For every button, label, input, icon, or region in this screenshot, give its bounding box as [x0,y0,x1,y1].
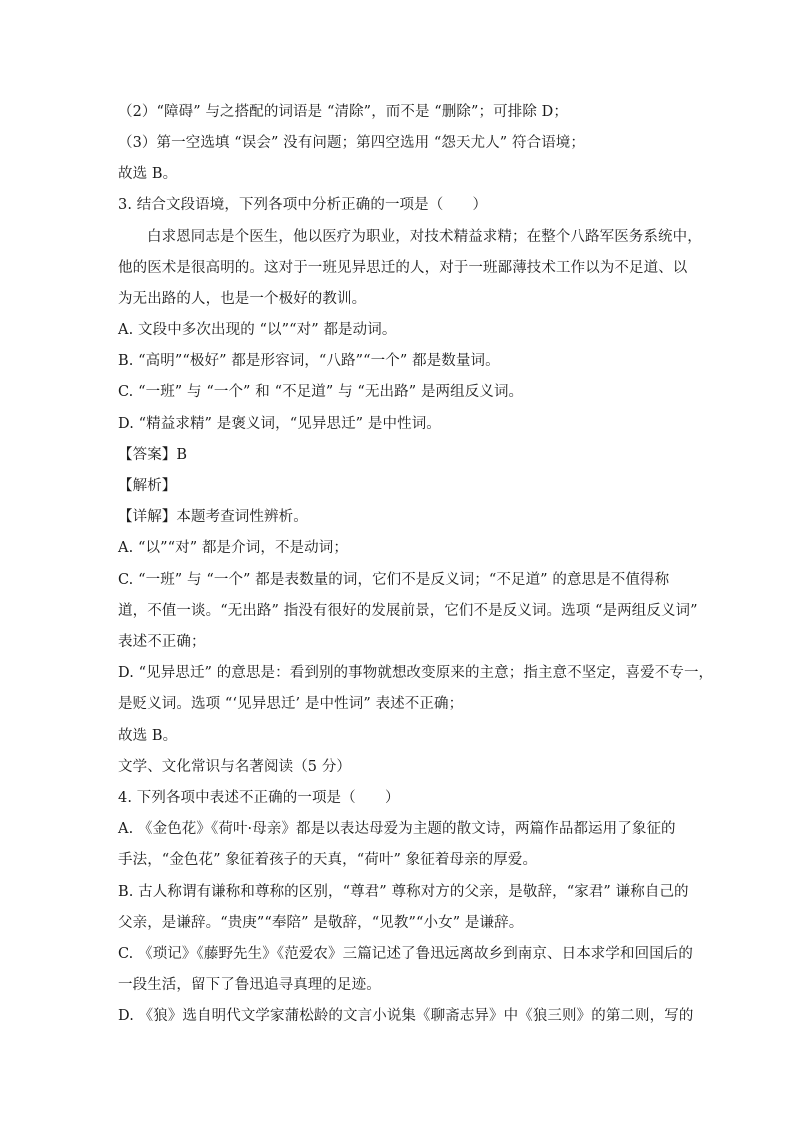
explanation-line: （3）第一空选填 “误会” 没有问题；第四空选用 “怨天尤人” 符合语境； [118,135,586,151]
explanation-line: D. “见异思迁” 的意思是：看到别的事物就想改变原来的主意；指主意不坚定，喜爱不专一， [118,665,714,681]
option-d: D. “精益求精” 是褒义词，“见异思迁” 是中性词。 [118,416,441,432]
explanation-line: 是贬义词。选项 “‘见异思迁’ 是中性词” 表述不正确； [118,696,464,712]
option-a: A. 《金色花》《荷叶·母亲》都是以表达母爱为主题的散文诗，两篇作品都运用了象征的 [118,821,676,837]
question-stem: 4. 下列各项中表述不正确的一项是（ ） [118,790,400,806]
analysis-label: 【解析】 [118,478,177,494]
passage-line: 白求恩同志是个医生，他以医疗为职业，对技术精益求精；在整个八路军医务系统中， [147,229,702,245]
answer-label: 【答案】B [118,447,188,463]
passage-line: 他的医术是很高明的。这对于一班见异思迁的人，对于一班鄙薄技术工作以为不足道、以 [118,260,688,276]
option-c: C. 《琐记》《藤野先生》《范爱农》三篇记述了鲁迅远离故乡到南京、日本求学和回国后的 [118,946,693,962]
option-a: A. 文段中多次出现的 “以”“对” 都是动词。 [118,322,397,338]
explanation-line: 表述不正确； [118,634,206,650]
question-stem: 3. 结合文段语境，下列各项中分析正确的一项是（ ） [118,197,488,213]
section-heading: 文学、文化常识与名著阅读（5 分） [118,759,352,775]
explanation-line: 道，不值一谈。“无出路” 指没有很好的发展前景，它们不是反义词。选项 “是两组反义词” [118,603,698,619]
option-c-continued: 一段生活，留下了鲁迅追寻真理的足迹。 [118,977,381,993]
explanation-line: A. “以”“对” 都是介词，不是动词； [118,540,348,556]
option-a-continued: 手法，“金色花” 象征着孩子的天真，“荷叶” 象征着母亲的厚爱。 [118,852,538,868]
option-b: B. 古人称谓有谦称和尊称的区别，“尊君” 尊称对方的父亲，是敬辞，“家君” 谦称自己的 [118,884,689,900]
detail-label: 【详解】本题考查词性辨析。 [118,509,308,525]
explanation-line: （2）“障碍” 与之搭配的词语是 “清除”，而不是 “删除”；可排除 D； [118,104,568,120]
option-b-continued: 父亲，是谦辞。“贵庚”“奉陪” 是敬辞，“见教”“小女” 是谦辞。 [118,915,524,931]
passage-line: 为无出路的人，也是一个极好的教训。 [118,291,367,307]
option-d: D. 《狼》选自明代文学家蒲松龄的文言小说集《聊斋志异》中《狼三则》的第二则，写的 [118,1008,694,1024]
option-c: C. “一班” 与 “一个” 和 “不足道” 与 “无出路” 是两组反义词。 [118,384,524,400]
conclusion-line: 故选 B。 [118,728,178,744]
option-b: B. “高明”“极好” 都是形容词，“八路”“一个” 都是数量词。 [118,353,500,369]
conclusion-line: 故选 B。 [118,166,178,182]
explanation-line: C. “一班” 与 “一个” 都是表数量的词，它们不是反义词；“不足道” 的意思是不值得称 [118,572,670,588]
